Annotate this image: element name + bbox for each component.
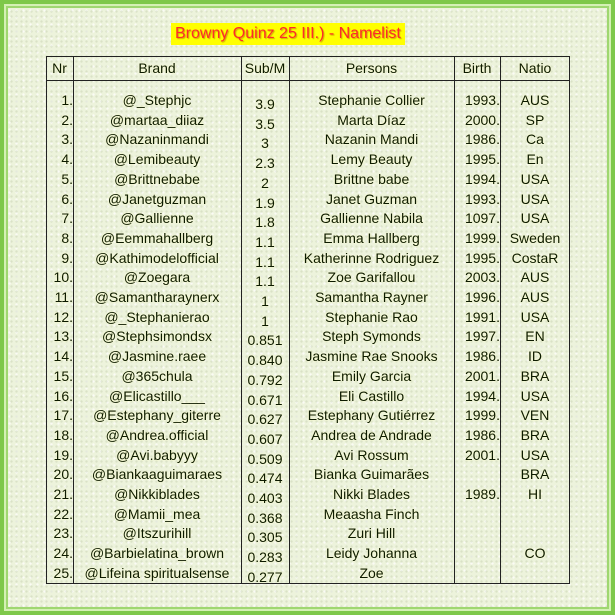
row-number: 4. (61, 151, 73, 168)
row-number: 5. (61, 170, 73, 187)
person-name: Gallienne Nabila (320, 210, 423, 227)
row-number: 17. (53, 407, 73, 424)
subscriber-count: 3 (261, 135, 269, 152)
birth-year: 1995. (464, 249, 500, 266)
person-name: Avi Rossum (334, 446, 409, 463)
brand-handle: @Barbielatina_brown (89, 545, 225, 562)
subscriber-count: 1 (261, 312, 269, 329)
person-name: Zoe Garifallou (327, 269, 416, 286)
nationality: USA (520, 387, 550, 404)
nationality: AUS (520, 92, 550, 108)
brand-handle: @Lifeina spiritualsense (84, 564, 230, 581)
person-name: Steph Symonds (322, 328, 421, 345)
row-number: 1. (61, 92, 73, 108)
brand-handle: @Jasmine.raee (107, 348, 207, 365)
header-divider (46, 80, 570, 81)
person-name: Bianka Guimarães (313, 466, 430, 483)
nationality: En (526, 151, 544, 168)
row-number: 25. (53, 564, 73, 581)
brand-handle: @Elicastillo___ (109, 387, 205, 404)
row-number: 12. (53, 308, 73, 325)
brand-handle: @_Stephanierao (104, 308, 210, 325)
nationality: AUS (520, 289, 550, 305)
header-nr: Nr (52, 60, 67, 76)
nationality: SP (525, 111, 545, 128)
nationality: Sweden (509, 229, 561, 246)
birth-year: 1996. (464, 289, 500, 305)
birth-year (454, 543, 500, 563)
row-number: 9. (61, 249, 73, 266)
brand-handle: @Brittnebabe (114, 170, 200, 187)
brand-handle: @Nikkiblades (114, 486, 200, 502)
nationality: BRA (520, 466, 550, 483)
subscriber-count: 2.3 (255, 155, 275, 172)
birth-year (454, 504, 500, 524)
table-border-bottom (46, 583, 570, 584)
birth-year: 1993. (464, 92, 500, 108)
nationality: ID (528, 348, 542, 365)
subscriber-count: 0.792 (247, 371, 283, 388)
birth-year: 1097. (464, 210, 500, 227)
row-number: 22. (53, 505, 73, 522)
subscriber-count: 0.840 (247, 352, 283, 369)
subscriber-count: 0.607 (247, 430, 283, 447)
person-name: Estephany Gutiérrez (307, 407, 436, 424)
row-number: 6. (61, 190, 73, 207)
nationality: USA (520, 190, 550, 207)
brand-handle: @Mamii_mea (113, 505, 201, 522)
nationality: VEN (520, 407, 550, 424)
brand-handle: @Lemibeauty (113, 151, 201, 168)
birth-year: 1999. (464, 229, 500, 246)
brand-handle: @365chula (121, 367, 193, 384)
row-number: 18. (53, 426, 73, 443)
brand-handle: @Biankaaguimaraes (91, 466, 223, 483)
nationality (500, 563, 570, 583)
brand-handle: @Andrea.official (105, 426, 209, 443)
brand-handle: @Avi.babyyy (116, 446, 198, 463)
birth-year (454, 523, 500, 543)
person-name: Meaasha Finch (323, 505, 420, 522)
nationality: HI (528, 486, 542, 502)
subscriber-count: 0.509 (247, 450, 283, 467)
header-persons: Persons (345, 60, 398, 76)
subscriber-count: 1 (261, 293, 269, 309)
subscriber-count: 0.851 (247, 332, 283, 349)
row-number: 11. (54, 289, 73, 305)
nationality (500, 504, 570, 524)
birth-year: 1986. (464, 131, 500, 148)
nationality: AUS (520, 269, 550, 286)
person-name: Eli Castillo (338, 387, 405, 404)
subscriber-count: 1.8 (255, 214, 275, 231)
row-number: 13. (53, 328, 73, 345)
row-number: 19. (53, 446, 73, 463)
birth-year: 1999. (464, 407, 500, 424)
brand-handle: @Gallienne (120, 210, 194, 227)
birth-year: 1993. (464, 190, 500, 207)
table-border-top (46, 56, 570, 57)
nationality: EN (525, 328, 545, 345)
person-name: Katherinne Rodriguez (303, 249, 440, 266)
header-sub: Sub/M (244, 60, 286, 76)
birth-year (454, 464, 500, 484)
brand-handle: @Itszurihill (122, 525, 192, 542)
nationality (500, 523, 570, 543)
subscriber-count: 0.368 (247, 509, 283, 526)
row-number: 15. (53, 367, 73, 384)
subscriber-count: 0.277 (247, 568, 283, 585)
birth-year: 1997. (464, 328, 500, 345)
person-name: Emily Garcia (331, 367, 412, 384)
person-name: Emma Hallberg (323, 229, 420, 246)
row-number: 10. (53, 269, 73, 286)
person-name: Stephanie Rao (325, 308, 418, 325)
person-name: Samantha Rayner (315, 289, 428, 305)
person-name: Leidy Johanna (325, 545, 418, 562)
person-name: Zoe (359, 564, 384, 581)
birth-year (454, 563, 500, 583)
nationality: USA (520, 170, 550, 187)
subscriber-count: 3.9 (255, 96, 275, 112)
subscriber-count: 1.1 (255, 233, 275, 250)
subscriber-count: 3.5 (255, 115, 275, 132)
brand-handle: @Estephany_giterre (93, 407, 221, 424)
person-name: Janet Guzman (325, 190, 418, 207)
subscriber-count: 0.283 (247, 549, 283, 566)
brand-handle: @Eemmahallberg (100, 229, 214, 246)
nationality: Ca (526, 131, 544, 148)
birth-year: 2001. (464, 446, 500, 463)
row-number: 23. (53, 525, 73, 542)
subscriber-count: 0.627 (247, 411, 283, 428)
brand-handle: @Zoegara (123, 269, 191, 286)
row-number: 16. (53, 387, 73, 404)
brand-handle: @Janetguzman (107, 190, 207, 207)
person-name: Stephanie Collier (318, 92, 425, 108)
subscriber-count: 1.1 (255, 273, 275, 290)
person-name: Zuri Hill (347, 525, 396, 542)
brand-handle: @Stephsimondsx (102, 328, 212, 345)
person-name: Marta Díaz (337, 111, 406, 128)
brand-handle: @martaa_diiaz (109, 111, 205, 128)
birth-year: 1989. (464, 486, 500, 502)
row-number: 2. (61, 111, 73, 128)
subscriber-count: 2 (261, 174, 269, 191)
birth-year: 1991. (464, 308, 500, 325)
namelist-table (46, 56, 570, 584)
person-name: Nazanin Mandi (324, 131, 419, 148)
birth-year: 1986. (464, 348, 500, 365)
brand-handle: @Nazaninmandi (105, 131, 209, 148)
nationality: CO (524, 545, 546, 562)
nationality: USA (520, 308, 550, 325)
birth-year: 1986. (464, 426, 500, 443)
page-title: Browny Quinz 25 III.) - Namelist (171, 23, 405, 45)
subscriber-count: 1.1 (255, 253, 275, 270)
person-name: Nikki Blades (332, 486, 411, 502)
subscriber-count: 0.403 (247, 490, 283, 506)
brand-handle: @Samantharaynerx (94, 289, 220, 305)
subscriber-count: 0.474 (247, 470, 283, 487)
birth-year: 2001. (464, 367, 500, 384)
person-name: Brittne babe (333, 170, 410, 187)
header-natio: Natio (518, 60, 552, 76)
row-number: 3. (61, 131, 73, 148)
birth-year: 1994. (464, 170, 500, 187)
nationality: BRA (520, 367, 550, 384)
nationality: USA (520, 446, 550, 463)
birth-year: 1995. (464, 151, 500, 168)
nationality: BRA (520, 426, 550, 443)
person-name: Lemy Beauty (330, 151, 413, 168)
header-birth: Birth (462, 60, 492, 76)
nationality: CostaR (511, 249, 559, 266)
brand-handle: @Kathimodelofficial (95, 249, 219, 266)
row-number: 14. (53, 348, 73, 365)
row-number: 21. (53, 486, 73, 502)
row-number: 8. (61, 229, 73, 246)
row-number: 24. (53, 545, 73, 562)
header-brand: Brand (138, 60, 176, 76)
person-name: Andrea de Andrade (311, 426, 432, 443)
birth-year: 2003. (464, 269, 500, 286)
birth-year: 1994. (464, 387, 500, 404)
subscriber-count: 0.671 (247, 391, 283, 408)
subscriber-count: 1.9 (255, 194, 275, 211)
row-number: 7. (61, 210, 73, 227)
brand-handle: @_Stephjc (122, 92, 192, 108)
nationality: USA (520, 210, 550, 227)
birth-year: 2000. (464, 111, 500, 128)
row-number: 20. (53, 466, 73, 483)
subscriber-count: 0.305 (247, 529, 283, 546)
person-name: Jasmine Rae Snooks (305, 348, 438, 365)
